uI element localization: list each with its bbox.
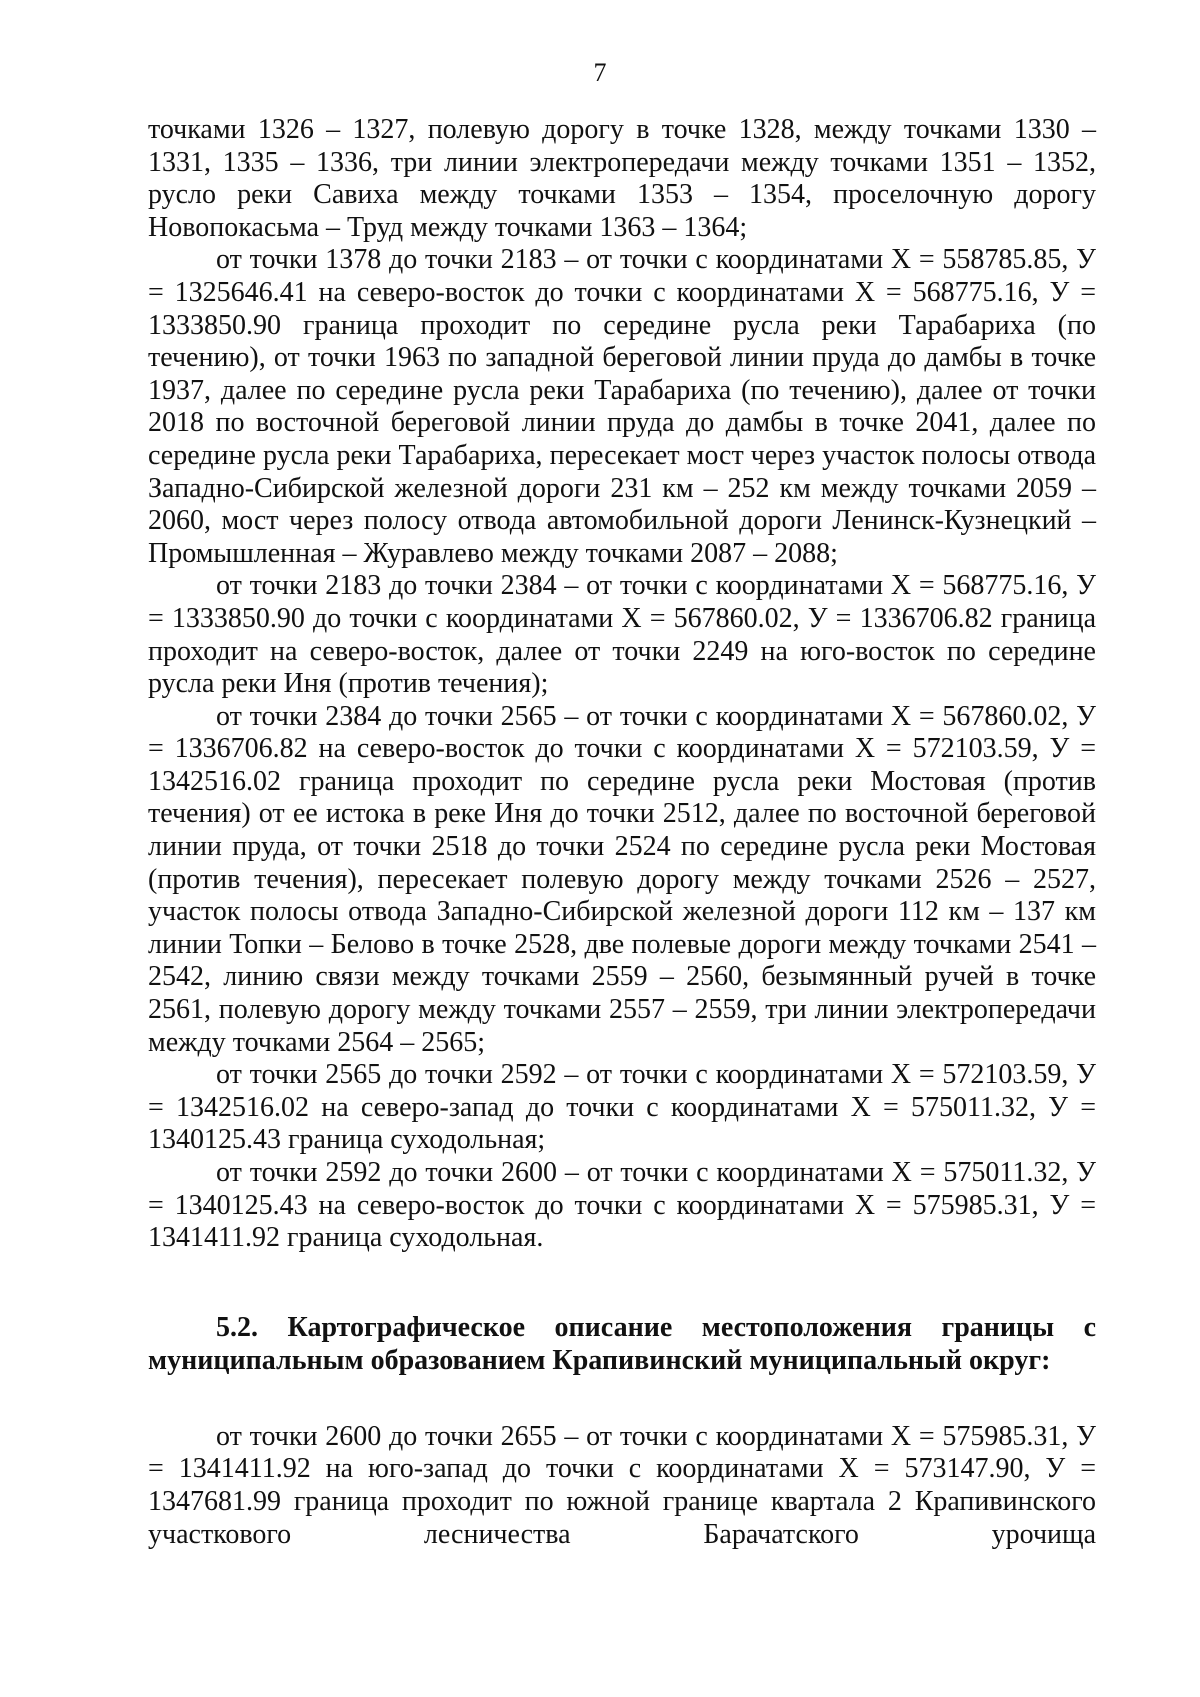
paragraph-2183-2384: от точки 2183 до точки 2384 – от точки с координатами X = 568775.16, У = 1333850.90 до точки с координатами X = 567860.02, У = 1336706.82 граница проходит на северо-восток, далее от точки 2249 на юго-восток по середине русла реки Иня (против течения); xyxy=(148,570,1096,700)
document-body xyxy=(148,114,1096,1551)
paragraph-2384-2565: от точки 2384 до точки 2565 – от точки с координатами X = 567860.02, У = 1336706.82 на северо-восток до точки с координатами X = 572103.59, У = 1342516.02 граница проходит по середине русла реки Мостовая (против течения) от ее истока в реке Иня до точки 2512, далее по восточной береговой линии пруда, от точки 2518 до точки 2524 по середине русла реки Мостовая (против течения), пересекает полевую дорогу между точками 2526 – 2527, участок полосы отвода Западно-Сибирской железной дороги 112 км – 137 км линии Топки – Белово в точке 2528, две полевые дороги между точками 2541 – 2542, линию связи между точками 2559 – 2560, безымянный ручей в точке 2561, полевую дорогу между точками 2557 – 2559, три линии электропередачи между точками 2564 – 2565; xyxy=(148,700,1096,1058)
page-number: 7 xyxy=(593,58,607,87)
paragraph-continuation: точками 1326 – 1327, полевую дорогу в точке 1328, между точками 1330 – 1331, 1335 – 1336, три линии электропередачи между точками 1351 – 1352, русло реки Савиха между точками 1353 – 1354, проселочную дорогу Новопокасьма – Труд между точками 1363 – 1364; xyxy=(148,114,1096,243)
paragraph-2592-2600: от точки 2592 до точки 2600 – от точки с координатами X = 575011.32, У = 1340125.43 на северо-восток до точки с координатами X = 575985.31, У = 1341411.92 граница суходольная. xyxy=(148,1157,1096,1254)
paragraph-2600-2655: от точки 2600 до точки 2655 – от точки с координатами X = 575985.31, У = 1341411.92 на юго-запад до точки с координатами X = 573147.90, У = 1347681.99 граница проходит по южной границе квартала 2 Крапивинского участкового лесничества Барачатского урочища xyxy=(148,1420,1096,1550)
paragraph-1378-2183: от точки 1378 до точки 2183 – от точки с координатами X = 558785.85, У = 1325646.41 на северо-восток до точки с координатами X = 568775.16, У = 1333850.90 граница проходит по середине русла реки Тарабариха (по течению), от точки 1963 по западной береговой линии пруда до дамбы в точке 1937, далее по середине русла реки Тарабариха (по течению), далее от точки 2018 по восточной береговой линии пруда до дамбы в точке 2041, далее по середине русла реки Тарабариха, пересекает мост через участок полосы отвода Западно-Сибирской железной дороги 231 км – 252 км между точками 2059 – 2060, мост через полосу отвода автомобильной дороги Ленинск-Кузнецкий – Промышленная – Журавлево между точками 2087 – 2088; xyxy=(148,244,1096,569)
paragraph-2565-2592: от точки 2565 до точки 2592 – от точки с координатами X = 572103.59, У = 1342516.02 на северо-запад до точки с координатами X = 575011.32, У = 1340125.43 граница суходольная; xyxy=(148,1059,1096,1156)
section-heading: 5.2. Картографическое описание местоположения границы с муниципальным образованием Крапивинский муниципальный округ: xyxy=(148,1311,1096,1376)
